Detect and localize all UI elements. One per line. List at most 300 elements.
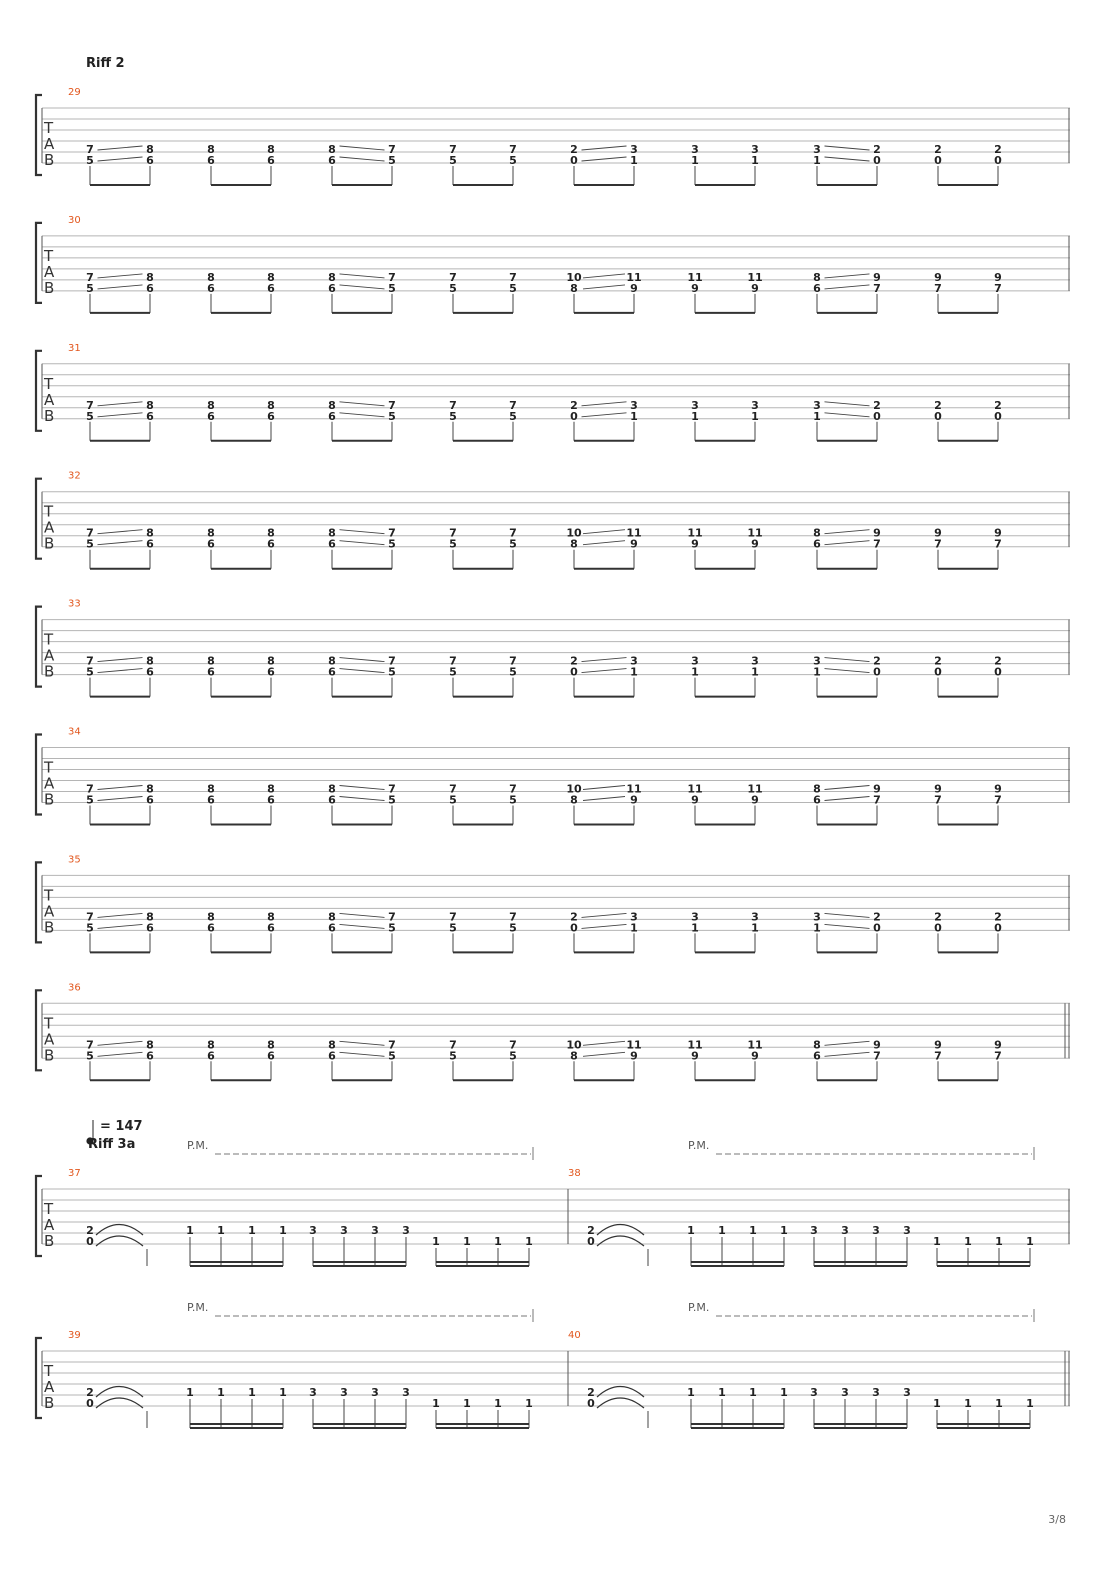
note-pair — [86, 1038, 154, 1080]
fret-number: 3 — [630, 398, 638, 412]
fret-number: 1 — [186, 1224, 194, 1237]
fret-number: 1 — [186, 1386, 194, 1399]
tab-clef-a: A — [44, 1030, 55, 1049]
fret-number: 7 — [509, 143, 517, 156]
fret-number: 3 — [813, 654, 821, 668]
note-pair — [691, 143, 759, 185]
slide-line — [98, 797, 143, 801]
fret-number: 0 — [994, 665, 1002, 679]
system-bracket — [36, 735, 42, 815]
fret-number: 8 — [146, 143, 154, 156]
fret-number: 0 — [934, 665, 942, 679]
fret-number: 7 — [873, 1049, 881, 1063]
fret-number: 6 — [267, 537, 275, 551]
slide-line — [582, 913, 627, 917]
fret-number: 1 — [813, 665, 821, 679]
fret-number: 3 — [751, 910, 759, 924]
fret-number: 8 — [207, 143, 215, 156]
fret-number: 7 — [86, 1038, 94, 1052]
tab-clef-b: B — [44, 918, 55, 937]
fret-number: 5 — [449, 665, 457, 679]
fret-number: 8 — [207, 910, 215, 924]
note-pair — [934, 1038, 1002, 1080]
fret-number: 3 — [691, 143, 699, 156]
measure-40 — [568, 1301, 1034, 1428]
fret-number: 9 — [691, 281, 699, 295]
slide-line — [582, 924, 627, 928]
fret-number: 7 — [509, 910, 517, 924]
note-pair — [86, 527, 154, 569]
tab-system-36 — [36, 982, 1070, 1080]
fret-number: 0 — [934, 409, 942, 423]
fret-number: 1 — [1026, 1397, 1034, 1410]
note-pair — [813, 783, 881, 825]
tab-clef-t: T — [44, 119, 54, 137]
fret-number: 0 — [570, 665, 578, 679]
tab-system-30 — [36, 215, 1070, 313]
slide-line — [340, 285, 385, 289]
fret-number: 9 — [751, 1049, 759, 1063]
note-pair — [813, 910, 881, 952]
fret-number: 3 — [841, 1386, 849, 1399]
fret-number: 8 — [146, 910, 154, 924]
fret-number: 2 — [587, 1386, 595, 1399]
fret-number: 11 — [687, 782, 703, 796]
fret-number: 7 — [509, 398, 517, 412]
fret-number: 9 — [873, 270, 881, 284]
fret-number: 1 — [813, 409, 821, 423]
fret-number: 0 — [587, 1235, 595, 1248]
fret-number: 6 — [267, 1049, 275, 1063]
fret-number: 7 — [449, 143, 457, 156]
fret-number: 6 — [267, 154, 275, 167]
fret-number: 11 — [687, 1038, 703, 1052]
fret-number: 2 — [86, 1224, 94, 1237]
slide-line — [340, 1041, 385, 1045]
fret-number: 1 — [217, 1224, 225, 1237]
fret-number: 8 — [813, 270, 821, 284]
measure-number: 32 — [68, 470, 81, 482]
fret-number: 1 — [691, 154, 699, 167]
fret-number: 0 — [873, 921, 881, 935]
slide-line — [340, 402, 385, 406]
fret-number: 2 — [86, 1386, 94, 1399]
fret-number: 6 — [207, 409, 215, 423]
fret-number: 2 — [873, 654, 881, 668]
slide-line — [98, 1041, 143, 1045]
fret-number: 1 — [751, 665, 759, 679]
note-pair — [687, 527, 762, 569]
fret-number: 5 — [86, 1049, 94, 1063]
fret-number: 11 — [747, 526, 763, 540]
fret-number: 1 — [813, 154, 821, 167]
fret-number: 9 — [691, 1049, 699, 1063]
fret-number: 8 — [267, 910, 275, 924]
tab-clef-t: T — [44, 246, 54, 265]
fret-number: 7 — [388, 1038, 396, 1052]
fret-number: 1 — [463, 1397, 471, 1410]
note-pair — [449, 399, 517, 441]
tab-clef-b: B — [44, 1232, 55, 1250]
note-pair — [566, 271, 641, 313]
slide-line — [98, 1052, 143, 1056]
fret-number: 1 — [780, 1386, 788, 1399]
note-pair — [207, 143, 275, 185]
note-pair — [328, 271, 396, 313]
fret-number: 9 — [873, 1038, 881, 1052]
tab-system-37 — [36, 1139, 1070, 1266]
slide-line — [825, 413, 870, 417]
fret-number: 8 — [146, 1038, 154, 1052]
slide-line — [340, 541, 385, 545]
fret-number: 8 — [207, 654, 215, 668]
slide-line — [98, 924, 143, 928]
palm-mute — [688, 1139, 1034, 1160]
note-pair — [449, 527, 517, 569]
fret-number: 1 — [691, 921, 699, 935]
fret-number: 5 — [449, 921, 457, 935]
tab-system-29 — [36, 87, 1070, 185]
fret-number: 1 — [248, 1224, 256, 1237]
fret-number: 9 — [751, 793, 759, 807]
fret-number: 8 — [328, 654, 336, 668]
fret-number: 0 — [873, 409, 881, 423]
tempo-marking: = 147 — [100, 1119, 143, 1134]
fret-number: 3 — [872, 1386, 880, 1399]
slide-line — [825, 274, 870, 278]
sixteenth-group — [687, 1386, 788, 1428]
fret-number: 7 — [388, 526, 396, 540]
tab-clef-b: B — [44, 534, 55, 553]
fret-number: 6 — [207, 921, 215, 935]
tab-clef-t: T — [44, 502, 54, 521]
fret-number: 7 — [388, 654, 396, 668]
tab-system-35 — [36, 854, 1070, 952]
fret-number: 2 — [873, 910, 881, 924]
fret-number: 3 — [630, 143, 638, 156]
fret-number: 6 — [813, 281, 821, 295]
fret-number: 7 — [509, 270, 517, 284]
note-pair — [328, 399, 396, 441]
fret-number: 6 — [813, 1049, 821, 1063]
fret-number: 5 — [86, 921, 94, 935]
slide-line — [583, 786, 625, 790]
fret-number: 6 — [207, 665, 215, 679]
fret-number: 8 — [570, 281, 578, 295]
tab-system-33 — [36, 599, 1070, 697]
fret-number: 6 — [267, 921, 275, 935]
note-pair — [86, 783, 154, 825]
note-pair — [328, 910, 396, 952]
note-pair — [207, 1038, 275, 1080]
measure-number: 29 — [68, 87, 81, 98]
fret-number: 2 — [994, 143, 1002, 156]
note-pair — [207, 783, 275, 825]
fret-number: 5 — [388, 537, 396, 551]
sixteenth-group — [933, 1235, 1034, 1266]
fret-number: 8 — [328, 398, 336, 412]
fret-number: 8 — [146, 526, 154, 540]
fret-number: 3 — [371, 1224, 379, 1237]
fret-number: 7 — [86, 654, 94, 668]
slide-line — [825, 541, 870, 545]
fret-number: 3 — [630, 654, 638, 668]
fret-number: 5 — [509, 921, 517, 935]
measure-number: 33 — [68, 598, 81, 610]
note-pair — [934, 399, 1002, 441]
fret-number: 8 — [328, 270, 336, 284]
fret-number: 11 — [626, 270, 642, 284]
measure-number: 30 — [68, 214, 81, 226]
fret-number: 6 — [267, 793, 275, 807]
note-pair — [449, 655, 517, 697]
note-pair — [328, 1038, 396, 1080]
fret-number: 8 — [267, 270, 275, 284]
fret-number: 5 — [86, 154, 94, 167]
tab-clef-a: A — [44, 774, 55, 793]
note-pair — [207, 910, 275, 952]
fret-number: 1 — [525, 1397, 533, 1410]
fret-number: 0 — [86, 1235, 94, 1248]
fret-number: 0 — [873, 154, 881, 167]
note-pair — [86, 143, 154, 185]
fret-number: 9 — [630, 1049, 638, 1063]
slide-line — [340, 669, 385, 673]
fret-number: 8 — [267, 1038, 275, 1052]
fret-number: 0 — [994, 154, 1002, 167]
tab-system-39 — [36, 1301, 1070, 1428]
slide-line — [340, 658, 385, 662]
fret-number: 7 — [388, 270, 396, 284]
tab-clef-b: B — [44, 151, 55, 169]
note-pair — [813, 399, 881, 441]
measure-39 — [68, 1301, 533, 1428]
note-pair — [687, 783, 762, 825]
note-pair — [86, 910, 154, 952]
slide-line — [825, 530, 870, 534]
slide-line — [340, 924, 385, 928]
fret-number: 3 — [402, 1386, 410, 1399]
fret-number: 1 — [279, 1224, 287, 1237]
fret-number: 9 — [934, 526, 942, 540]
fret-number: 1 — [432, 1397, 440, 1410]
slide-line — [98, 274, 143, 278]
tab-clef-t: T — [44, 1200, 54, 1218]
fret-number: 9 — [691, 537, 699, 551]
fret-number: 7 — [934, 1049, 942, 1063]
fret-number: 8 — [207, 782, 215, 796]
fret-number: 2 — [570, 398, 578, 412]
slide-line — [825, 786, 870, 790]
fret-number: 6 — [146, 793, 154, 807]
palm-mute-label: P.M. — [187, 1301, 209, 1314]
fret-number: 7 — [86, 526, 94, 540]
note-pair — [934, 143, 1002, 185]
measure-number: 39 — [68, 1330, 81, 1341]
note-pair — [570, 143, 638, 185]
fret-number: 8 — [207, 270, 215, 284]
fret-number: 0 — [873, 665, 881, 679]
tab-clef-a: A — [44, 902, 55, 921]
tab-clef-b: B — [44, 406, 55, 425]
slide-line — [340, 797, 385, 801]
fret-number: 1 — [780, 1224, 788, 1237]
riff-3a-systems — [36, 1119, 1070, 1428]
fret-number: 3 — [402, 1224, 410, 1237]
fret-number: 2 — [873, 143, 881, 156]
fret-number: 1 — [751, 409, 759, 423]
fret-number: 11 — [747, 1038, 763, 1052]
fret-number: 7 — [873, 793, 881, 807]
fret-number: 11 — [687, 526, 703, 540]
fret-number: 9 — [994, 526, 1002, 540]
fret-number: 9 — [630, 281, 638, 295]
fret-number: 2 — [994, 654, 1002, 668]
note-pair — [691, 399, 759, 441]
fret-number: 8 — [146, 398, 154, 412]
tab-clef-t: T — [44, 1362, 54, 1380]
sixteenth-group — [432, 1235, 533, 1266]
fret-number: 8 — [267, 526, 275, 540]
fret-number: 6 — [146, 409, 154, 423]
tab-clef-a: A — [44, 1216, 55, 1234]
fret-number: 8 — [146, 782, 154, 796]
fret-number: 0 — [570, 154, 578, 167]
tab-clef-b: B — [44, 790, 55, 809]
fret-number: 5 — [449, 281, 457, 295]
fret-number: 2 — [934, 143, 942, 156]
fret-number: 8 — [328, 1038, 336, 1052]
fret-number: 11 — [626, 526, 642, 540]
riff-2-systems — [36, 87, 1070, 1080]
fret-number: 1 — [525, 1235, 533, 1248]
fret-number: 6 — [146, 154, 154, 167]
sixteenth-group — [186, 1224, 287, 1266]
fret-number: 3 — [813, 143, 821, 156]
fret-number: 9 — [751, 281, 759, 295]
fret-number: 1 — [432, 1235, 440, 1248]
tab-clef-t: T — [44, 886, 54, 905]
palm-mute-label: P.M. — [187, 1139, 209, 1152]
fret-number: 5 — [509, 537, 517, 551]
slide-line — [340, 413, 385, 417]
fret-number: 6 — [328, 154, 336, 167]
fret-number: 3 — [903, 1386, 911, 1399]
slide-line — [582, 669, 627, 673]
fret-number: 1 — [630, 154, 638, 167]
fret-number: 8 — [267, 398, 275, 412]
note-pair — [449, 783, 517, 825]
fret-number: 1 — [494, 1235, 502, 1248]
fret-number: 3 — [371, 1386, 379, 1399]
tab-clef-a: A — [44, 518, 55, 537]
fret-number: 3 — [872, 1224, 880, 1237]
fret-number: 3 — [813, 910, 821, 924]
system-bracket — [36, 607, 42, 687]
fret-number: 6 — [267, 281, 275, 295]
fret-number: 8 — [328, 782, 336, 796]
slide-line — [583, 541, 625, 545]
fret-number: 7 — [449, 1038, 457, 1052]
fret-number: 10 — [566, 782, 582, 796]
tab-clef-a: A — [44, 1378, 55, 1396]
fret-number: 8 — [146, 270, 154, 284]
fret-number: 5 — [449, 1049, 457, 1063]
fret-number: 2 — [934, 398, 942, 412]
note-pair — [687, 1038, 762, 1080]
slide-line — [98, 285, 143, 289]
fret-number: 5 — [86, 665, 94, 679]
fret-number: 7 — [86, 143, 94, 156]
system-bracket — [36, 990, 42, 1070]
fret-number: 11 — [626, 1038, 642, 1052]
slide-line — [825, 146, 870, 150]
slide-line — [825, 924, 870, 928]
system-bracket — [36, 479, 42, 559]
tab-clef-t: T — [44, 1014, 54, 1033]
fret-number: 6 — [207, 154, 215, 167]
fret-number: 1 — [630, 665, 638, 679]
note-pair — [207, 527, 275, 569]
note-pair — [570, 910, 638, 952]
note-pair — [449, 910, 517, 952]
tab-clef-b: B — [44, 1394, 55, 1412]
fret-number: 1 — [630, 409, 638, 423]
fret-number: 7 — [388, 398, 396, 412]
fret-number: 9 — [934, 782, 942, 796]
slide-line — [98, 658, 143, 662]
slide-line — [825, 658, 870, 662]
fret-number: 1 — [749, 1224, 757, 1237]
fret-number: 5 — [388, 154, 396, 167]
fret-number: 7 — [449, 654, 457, 668]
fret-number: 3 — [751, 398, 759, 412]
fret-number: 6 — [328, 921, 336, 935]
fret-number: 1 — [718, 1224, 726, 1237]
palm-mute — [688, 1301, 1034, 1322]
fret-number: 9 — [873, 782, 881, 796]
fret-number: 6 — [328, 1049, 336, 1063]
fret-number: 3 — [630, 910, 638, 924]
page-number: 3/8 — [1048, 1513, 1066, 1526]
fret-number: 8 — [570, 793, 578, 807]
fret-number: 11 — [747, 270, 763, 284]
fret-number: 5 — [509, 154, 517, 167]
fret-number: 7 — [388, 143, 396, 156]
note-pair — [328, 143, 396, 185]
fret-number: 8 — [328, 143, 336, 156]
fret-number: 3 — [813, 398, 821, 412]
slide-line — [582, 146, 627, 150]
fret-number: 7 — [994, 793, 1002, 807]
fret-number: 6 — [267, 665, 275, 679]
fret-number: 1 — [933, 1235, 941, 1248]
fret-number: 7 — [86, 270, 94, 284]
slide-line — [583, 274, 625, 278]
fret-number: 7 — [509, 782, 517, 796]
note-pair — [934, 783, 1002, 825]
fret-number: 5 — [388, 281, 396, 295]
slide-line — [98, 146, 143, 150]
fret-number: 2 — [873, 398, 881, 412]
fret-number: 1 — [691, 665, 699, 679]
fret-number: 7 — [86, 398, 94, 412]
fret-number: 2 — [934, 910, 942, 924]
slide-line — [98, 541, 143, 545]
fret-number: 7 — [86, 782, 94, 796]
fret-number: 0 — [570, 921, 578, 935]
tab-clef-a: A — [44, 135, 55, 153]
